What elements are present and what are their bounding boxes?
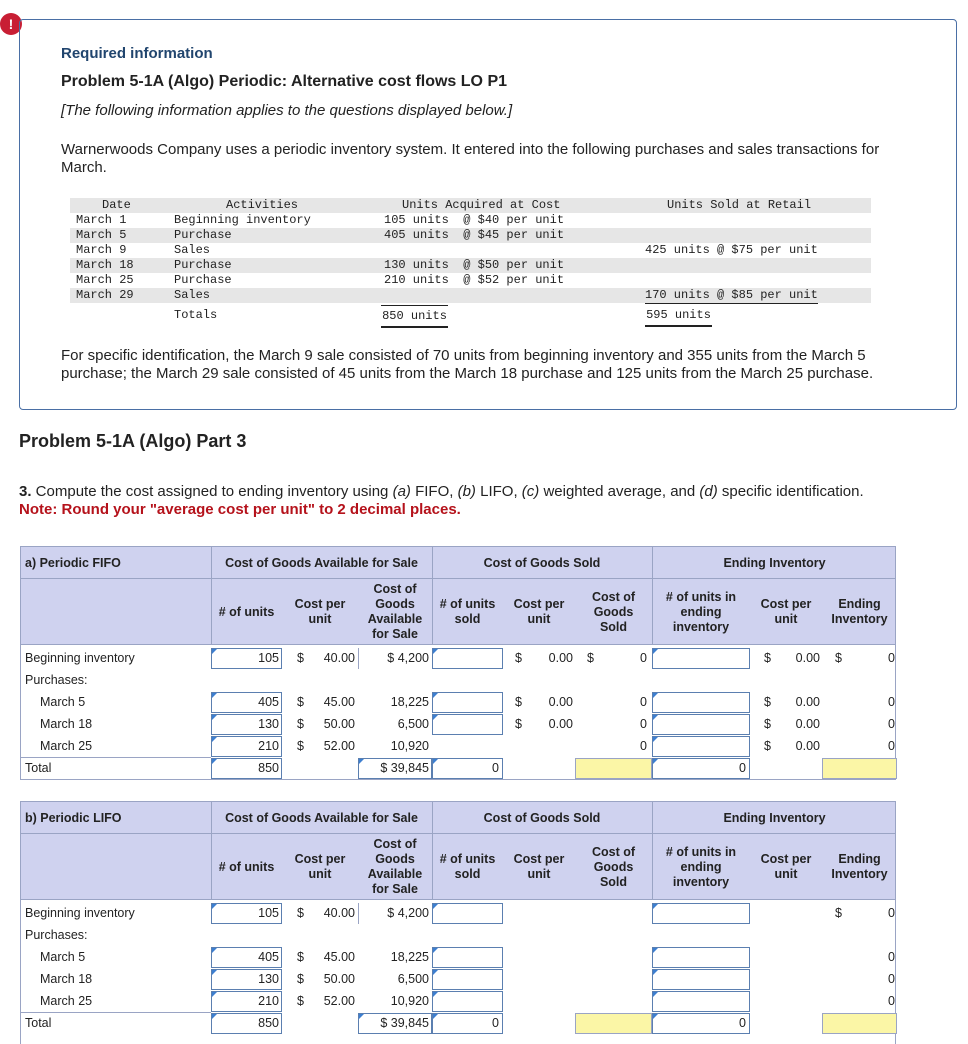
rounding-note: Note: Round your "average cost per unit" to 2 decimal places. bbox=[19, 501, 461, 518]
total-divider bbox=[21, 1012, 211, 1013]
col-sold-cost-per-unit-text bbox=[514, 852, 565, 882]
col-end-cost-per-unit bbox=[750, 579, 822, 645]
dollar-sign: $ bbox=[764, 651, 771, 665]
col-ending-inventory bbox=[822, 834, 897, 900]
ending-units-input-m5[interactable] bbox=[652, 692, 750, 713]
required-info-title: Required information bbox=[61, 45, 213, 62]
dollar-sign: $ bbox=[515, 717, 522, 731]
tx-date: March 25 bbox=[76, 273, 134, 287]
input-marker bbox=[653, 904, 658, 909]
col-cost-per-unit-text bbox=[295, 597, 346, 627]
cost-per-unit-value: 40.00 bbox=[323, 906, 355, 920]
row-label-beginning: Beginning inventory bbox=[25, 906, 135, 920]
col-units-line: # of units bbox=[218, 604, 275, 619]
col-units-ending bbox=[652, 579, 750, 645]
intro-text: Warnerwoods Company uses a periodic inventory system. It entered into the following purchases and sales transactions for March. bbox=[61, 141, 880, 176]
dollar-sign: $ bbox=[297, 972, 304, 986]
cost-per-unit-value: 45.00 bbox=[323, 695, 355, 709]
col-end-cost-per-unit-line: unit bbox=[774, 867, 798, 881]
question-part: specific identification. bbox=[717, 483, 864, 500]
col-cogas-line: Available bbox=[367, 867, 423, 881]
ending-inventory-value: 0 bbox=[888, 695, 895, 709]
tx-date: March 29 bbox=[76, 288, 134, 302]
cogas-header: Cost of Goods Available for Sale bbox=[225, 811, 418, 825]
col-ending-inventory-line: Ending bbox=[838, 597, 881, 611]
tx-activity: Sales bbox=[174, 243, 211, 257]
question-c: (c) bbox=[521, 483, 540, 500]
row-label-purchases: Purchases: bbox=[25, 928, 88, 942]
row-label-purchases: Purchases: bbox=[25, 673, 88, 687]
cost-per-unit-value: 50.00 bbox=[323, 717, 355, 731]
tx-date: March 9 bbox=[76, 243, 127, 257]
row-label-m18: March 18 bbox=[40, 717, 93, 731]
transactions-header bbox=[70, 198, 871, 213]
tx-activity: Purchase bbox=[174, 258, 232, 272]
transaction-row bbox=[70, 273, 871, 288]
ending-inventory-value: 0 bbox=[888, 994, 895, 1008]
method-title: a) Periodic FIFO bbox=[25, 556, 121, 570]
col-units-sold-line: # of units bbox=[439, 597, 496, 611]
end-cost-per-unit-value: 0.00 bbox=[795, 651, 820, 665]
question-part: weighted average, and bbox=[539, 483, 700, 500]
col-cogs bbox=[575, 579, 652, 645]
input-marker bbox=[433, 948, 438, 953]
lifo-worksheet bbox=[20, 801, 896, 1044]
col-units-sold-line: # of units bbox=[439, 852, 496, 866]
transaction-row bbox=[70, 288, 871, 303]
col-end-cost-per-unit bbox=[750, 834, 822, 900]
col-cogas-line: Cost of bbox=[373, 582, 417, 596]
transactions-table bbox=[70, 198, 871, 323]
cogs-header: Cost of Goods Sold bbox=[483, 556, 601, 570]
tx-acquired: 210 units @ $52 per unit bbox=[384, 273, 565, 287]
part-title: Problem 5-1A (Algo) Part 3 bbox=[19, 431, 247, 451]
row-label-total: Total bbox=[25, 761, 52, 775]
units-sold-input-beg[interactable] bbox=[432, 903, 503, 924]
applies-note: [The following information applies to the questions displayed below.] bbox=[61, 102, 513, 119]
sold-cost-per-unit-value: 0.00 bbox=[548, 717, 573, 731]
ending-units-input-m25[interactable] bbox=[652, 736, 750, 757]
col-ending-inventory-text bbox=[831, 597, 887, 627]
input-marker bbox=[433, 649, 438, 654]
col-cost-per-unit-line: unit bbox=[308, 612, 332, 626]
col-end-cost-per-unit-text bbox=[761, 597, 812, 627]
cost-per-unit-value: 52.00 bbox=[323, 739, 355, 753]
total-cogs-answer[interactable] bbox=[575, 758, 652, 779]
row-label-m5: March 5 bbox=[40, 950, 86, 964]
col-ending-inventory-line: Inventory bbox=[831, 612, 888, 626]
header-sold: Units Sold at Retail bbox=[667, 198, 812, 212]
cogs-header: Cost of Goods Sold bbox=[483, 811, 601, 825]
ending-inventory-value: 0 bbox=[888, 972, 895, 986]
fifo-worksheet bbox=[20, 546, 896, 780]
tx-date: March 1 bbox=[76, 213, 127, 227]
end-cost-per-unit-value: 0.00 bbox=[795, 739, 820, 753]
col-cogs-line: Goods bbox=[593, 604, 634, 619]
dollar-sign: $ bbox=[764, 717, 771, 731]
tx-sold: 425 units @ $75 per unit bbox=[645, 243, 818, 257]
ending-header: Ending Inventory bbox=[723, 811, 826, 825]
col-end-cost-per-unit-line: Cost per bbox=[760, 852, 812, 866]
ending-header: Ending Inventory bbox=[723, 556, 826, 570]
units-value: 210 bbox=[258, 739, 279, 753]
col-cogs-line: Goods bbox=[593, 859, 634, 874]
dollar-sign: $ bbox=[835, 651, 842, 665]
units-sold-input-beg[interactable] bbox=[432, 648, 503, 669]
units-value: 405 bbox=[258, 950, 279, 964]
transaction-row bbox=[70, 243, 871, 258]
tx-date: March 5 bbox=[76, 228, 127, 242]
dollar-sign: $ bbox=[764, 739, 771, 753]
col-units-ending bbox=[652, 834, 750, 900]
sold-cost-per-unit-value: 0.00 bbox=[548, 651, 573, 665]
method-title: b) Periodic LIFO bbox=[25, 811, 122, 825]
transaction-row bbox=[70, 258, 871, 273]
cogs-value: 0 bbox=[640, 695, 647, 709]
tx-sold: 170 units @ $85 per unit bbox=[645, 288, 818, 302]
col-cost-per-unit-line: unit bbox=[308, 867, 332, 881]
cogas-value: 10,920 bbox=[390, 739, 429, 753]
question-part: FIFO, bbox=[410, 483, 458, 500]
cogas-value: 18,225 bbox=[390, 695, 429, 709]
tx-activity: Sales bbox=[174, 288, 211, 302]
units-value: 105 bbox=[258, 651, 279, 665]
dollar-sign: $ bbox=[297, 695, 304, 709]
cogas-value: 6,500 bbox=[397, 972, 429, 986]
units-sold-input-m18[interactable] bbox=[432, 714, 503, 735]
col-cogas-line: Goods bbox=[375, 852, 415, 866]
col-units-ending-line: ending bbox=[680, 859, 722, 874]
col-units-ending-text bbox=[666, 590, 736, 635]
col-units-ending-text bbox=[666, 845, 736, 890]
problem-title: Problem 5-1A (Algo) Periodic: Alternative cost flows LO P1 bbox=[61, 73, 508, 90]
col-cogas bbox=[358, 579, 432, 645]
col-sold-cost-per-unit bbox=[503, 834, 575, 900]
alert-icon: ! bbox=[0, 13, 22, 35]
col-sold-cost-per-unit-line: Cost per bbox=[513, 852, 565, 866]
input-marker bbox=[433, 904, 438, 909]
col-units-ending-line: inventory bbox=[672, 619, 730, 634]
col-ending-inventory-line: Ending bbox=[838, 852, 881, 866]
col-units-ending-line: inventory bbox=[672, 874, 730, 889]
question-a: (a) bbox=[392, 483, 411, 500]
ending-units-input-m5[interactable] bbox=[652, 947, 750, 968]
col-sold-cost-per-unit bbox=[503, 579, 575, 645]
tx-activity: Purchase bbox=[174, 273, 232, 287]
totals-acquired-value: 850 units bbox=[381, 305, 448, 328]
col-units-sold bbox=[432, 834, 503, 900]
units-value: 130 bbox=[258, 972, 279, 986]
transaction-row bbox=[70, 228, 871, 243]
end-cost-per-unit-value: 0.00 bbox=[795, 695, 820, 709]
col-units-sold-line: sold bbox=[454, 612, 481, 626]
header-date: Date bbox=[102, 198, 131, 212]
units-value: 105 bbox=[258, 906, 279, 920]
header-acquired: Units Acquired at Cost bbox=[402, 198, 561, 212]
question-part: LIFO, bbox=[475, 483, 522, 500]
col-cost-per-unit-text bbox=[295, 852, 346, 882]
dollar-sign: $ bbox=[835, 906, 842, 920]
total-ending-units-value: 0 bbox=[739, 1016, 746, 1030]
col-units-text bbox=[219, 605, 275, 620]
col-cogas-line: Available bbox=[367, 612, 423, 626]
col-units-ending-line: # of units in bbox=[665, 589, 737, 604]
col-units-ending-line: ending bbox=[680, 604, 722, 619]
ending-inventory-value: 0 bbox=[888, 739, 895, 753]
transaction-row bbox=[70, 213, 871, 228]
specific-identification-text: For specific identification, the March 9 sale consisted of 70 units from beginning inventory and 355 units from the March 5 purchase; the March 29 sale consisted of 45 units from the March 18 purchase and 125 units from the March 25 purchase. bbox=[61, 347, 874, 382]
col-units-sold bbox=[432, 579, 503, 645]
cogas-value: $ 4,200 bbox=[387, 906, 429, 920]
col-sold-cost-per-unit-line: unit bbox=[527, 612, 551, 626]
col-units-sold-line: sold bbox=[454, 867, 481, 881]
dollar-sign: $ bbox=[764, 695, 771, 709]
col-sold-cost-per-unit-text bbox=[514, 597, 565, 627]
col-cogas bbox=[358, 834, 432, 900]
col-cogas-text bbox=[368, 582, 422, 642]
col-units bbox=[211, 834, 282, 900]
col-cogs-line: Cost of bbox=[591, 589, 636, 604]
col-end-cost-per-unit-line: Cost per bbox=[760, 597, 812, 611]
dollar-sign: $ bbox=[297, 717, 304, 731]
dollar-sign: $ bbox=[515, 651, 522, 665]
col-cogas-line: for Sale bbox=[372, 627, 418, 641]
input-marker bbox=[653, 970, 658, 975]
total-ending-units-value: 0 bbox=[739, 761, 746, 775]
header-activities: Activities bbox=[226, 198, 299, 212]
tx-activity: Purchase bbox=[174, 228, 232, 242]
question-number: 3. bbox=[19, 483, 32, 500]
col-cogs-line: Sold bbox=[599, 874, 628, 889]
total-cogas-value: $ 39,845 bbox=[380, 761, 429, 775]
col-units bbox=[211, 579, 282, 645]
tx-acquired: 105 units @ $40 per unit bbox=[384, 213, 565, 227]
total-cogas-value: $ 39,845 bbox=[380, 1016, 429, 1030]
ending-inventory-value: 0 bbox=[888, 950, 895, 964]
col-ending-inventory-line: Inventory bbox=[831, 867, 888, 881]
units-value: 405 bbox=[258, 695, 279, 709]
units-value: 210 bbox=[258, 994, 279, 1008]
dollar-sign: $ bbox=[297, 906, 304, 920]
col-units-text bbox=[219, 860, 275, 875]
totals-label: Totals bbox=[174, 308, 218, 322]
units-sold-input-m5[interactable] bbox=[432, 947, 503, 968]
totals-sold bbox=[645, 305, 712, 327]
total-units-sold-value: 0 bbox=[492, 1016, 499, 1030]
tx-activity: Beginning inventory bbox=[174, 213, 311, 227]
units-value: 130 bbox=[258, 717, 279, 731]
dollar-sign: $ bbox=[297, 950, 304, 964]
input-marker bbox=[433, 715, 438, 720]
question-b: (b) bbox=[457, 483, 476, 500]
dollar-sign: $ bbox=[587, 651, 594, 665]
dollar-sign: $ bbox=[297, 994, 304, 1008]
question-d: (d) bbox=[699, 483, 718, 500]
col-cogas-line: Goods bbox=[375, 597, 415, 611]
cost-per-unit-value: 52.00 bbox=[323, 994, 355, 1008]
col-ending-inventory-text bbox=[831, 852, 887, 882]
total-ending-inventory-answer[interactable] bbox=[822, 758, 897, 779]
cell-divider bbox=[358, 648, 359, 669]
ending-units-input-beg[interactable] bbox=[652, 648, 750, 669]
row-label-m25: March 25 bbox=[40, 994, 93, 1008]
total-units-value: 850 bbox=[258, 761, 279, 775]
col-end-cost-per-unit-line: unit bbox=[774, 612, 798, 626]
col-sold-cost-per-unit-line: unit bbox=[527, 867, 551, 881]
units-sold-input-m25[interactable] bbox=[432, 991, 503, 1012]
cogas-value: 10,920 bbox=[390, 994, 429, 1008]
dollar-sign: $ bbox=[297, 739, 304, 753]
tx-date: March 18 bbox=[76, 258, 134, 272]
dollar-sign: $ bbox=[515, 695, 522, 709]
input-marker bbox=[653, 715, 658, 720]
tx-acquired: 130 units @ $50 per unit bbox=[384, 258, 565, 272]
sold-cost-per-unit-value: 0.00 bbox=[548, 695, 573, 709]
transactions-totals bbox=[70, 303, 871, 323]
end-cost-per-unit-value: 0.00 bbox=[795, 717, 820, 731]
input-marker bbox=[653, 649, 658, 654]
units-sold-input-m5[interactable] bbox=[432, 692, 503, 713]
col-cogs bbox=[575, 834, 652, 900]
col-cogs-line: Cost of bbox=[591, 844, 636, 859]
input-marker bbox=[433, 992, 438, 997]
question-part: Compute the cost assigned to ending inventory using bbox=[31, 483, 393, 500]
cogs-value: 0 bbox=[640, 717, 647, 731]
ending-inventory-value: 0 bbox=[888, 906, 895, 920]
col-sold-cost-per-unit-line: Cost per bbox=[513, 597, 565, 611]
col-units-line: # of units bbox=[218, 859, 275, 874]
cost-per-unit-value: 50.00 bbox=[323, 972, 355, 986]
ending-inventory-value: 0 bbox=[888, 717, 895, 731]
col-cogas-text bbox=[368, 837, 422, 897]
total-units-sold-value: 0 bbox=[492, 761, 499, 775]
dollar-sign: $ bbox=[297, 651, 304, 665]
col-units-ending-line: # of units in bbox=[665, 844, 737, 859]
cost-per-unit-value: 40.00 bbox=[323, 651, 355, 665]
cogs-value: 0 bbox=[640, 651, 647, 665]
cogas-value: 18,225 bbox=[390, 950, 429, 964]
input-marker bbox=[653, 992, 658, 997]
totals-sold-value: 595 units bbox=[645, 305, 712, 327]
col-ending-inventory bbox=[822, 579, 897, 645]
col-cost-per-unit-line: Cost per bbox=[294, 597, 346, 611]
col-cost-per-unit bbox=[282, 834, 358, 900]
input-marker bbox=[653, 737, 658, 742]
totals-acquired bbox=[384, 305, 448, 328]
col-cost-per-unit bbox=[282, 579, 358, 645]
cogas-value: $ 4,200 bbox=[387, 651, 429, 665]
total-ending-inventory-answer[interactable] bbox=[822, 1013, 897, 1034]
total-cogs-answer[interactable] bbox=[575, 1013, 652, 1034]
row-label-total: Total bbox=[25, 1016, 52, 1030]
row-label-m5: March 5 bbox=[40, 695, 86, 709]
row-label-m25: March 25 bbox=[40, 739, 93, 753]
ending-units-input-m18[interactable] bbox=[652, 714, 750, 735]
col-cogas-line: Cost of bbox=[373, 837, 417, 851]
col-units-sold-text bbox=[440, 852, 496, 882]
col-cogs-text bbox=[592, 590, 635, 635]
total-units-value: 850 bbox=[258, 1016, 279, 1030]
col-end-cost-per-unit-text bbox=[761, 852, 812, 882]
input-marker bbox=[433, 970, 438, 975]
col-cost-per-unit-line: Cost per bbox=[294, 852, 346, 866]
tx-acquired: 405 units @ $45 per unit bbox=[384, 228, 565, 242]
units-sold-input-m18[interactable] bbox=[432, 969, 503, 990]
total-divider bbox=[21, 757, 211, 758]
input-marker bbox=[653, 693, 658, 698]
input-marker bbox=[433, 693, 438, 698]
cogs-value: 0 bbox=[640, 739, 647, 753]
cell-divider bbox=[358, 903, 359, 924]
cogas-value: 6,500 bbox=[397, 717, 429, 731]
cost-per-unit-value: 45.00 bbox=[323, 950, 355, 964]
ending-units-input-beg[interactable] bbox=[652, 903, 750, 924]
col-cogas-line: for Sale bbox=[372, 882, 418, 896]
ending-inventory-value: 0 bbox=[888, 651, 895, 665]
row-label-m18: March 18 bbox=[40, 972, 93, 986]
ending-units-input-m25[interactable] bbox=[652, 991, 750, 1012]
col-cogs-text bbox=[592, 845, 635, 890]
ending-units-input-m18[interactable] bbox=[652, 969, 750, 990]
question-text bbox=[19, 483, 949, 519]
row-label-beginning: Beginning inventory bbox=[25, 651, 135, 665]
col-units-sold-text bbox=[440, 597, 496, 627]
col-cogs-line: Sold bbox=[599, 619, 628, 634]
cogas-header: Cost of Goods Available for Sale bbox=[225, 556, 418, 570]
input-marker bbox=[653, 948, 658, 953]
